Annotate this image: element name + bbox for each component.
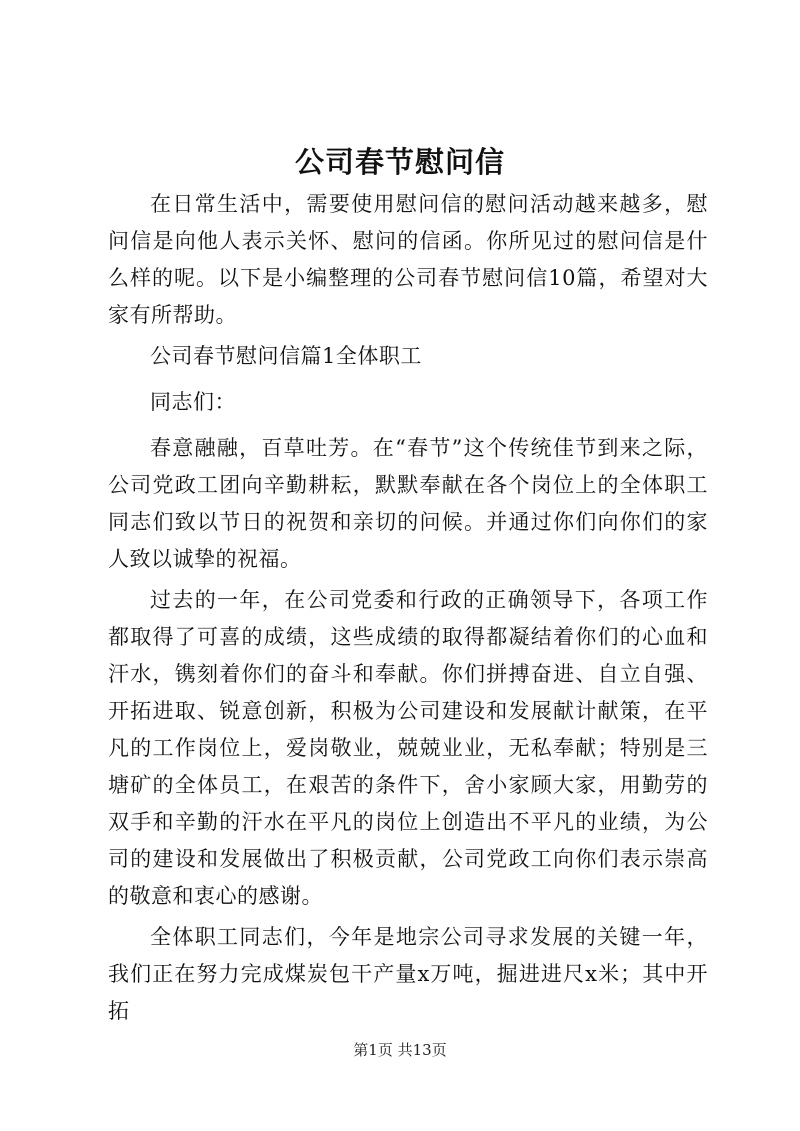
salutation: 同志们： [150,390,236,414]
document-title: 公司春节慰问信 [294,145,505,179]
page-footer: 第1页 共13页 [353,1041,447,1059]
body-paragraph-review: 过去的一年，在公司党委和行政的正确领导下，各项工作都取得了可喜的成绩，这些成绩的取得都凝结着你们的心血和汗水，镌刻着你们的奋斗和奉献。你们拼搏奋进、自立自强、开拓进取、锐意创新，积极为公司建设和发展献计献策，在平凡的工作岗位上，爱岗敬业，兢兢业业，无私奉献；特别是三塘矿的全体员工，在艰苦的条件下，舍小家顾大家，用勤劳的双手和辛勤的汗水在平凡的岗位上创造出不平凡的业绩，为公司的建设和发展做出了积极贡献，公司党政工向你们表示崇高的敬意和衷心的感谢。 [108,588,708,908]
body-paragraph-greeting: 春意融融，百草吐芳。在“春节”这个传统佳节到来之际，公司党政工团向辛勤耕耘，默默奉献在各个岗位上的全体职工同志们致以节日的祝贺和亲切的问候。并通过你们向你们的家人致以诚挚的祝福。 [108,436,708,571]
body-paragraph-goals: 全体职工同志们，今年是地宗公司寻求发展的关键一年，我们正在努力完成煤炭包干产量x万吨，掘进进尺x米；其中开拓 [108,925,708,1023]
intro-paragraph: 在日常生活中，需要使用慰问信的慰问活动越来越多，慰问信是向他人表示关怀、慰问的信函。你所见过的慰问信是什么样的呢。以下是小编整理的公司春节慰问信10篇，希望对大家有所帮助。 [108,192,708,327]
letter-heading: 公司春节慰问信篇1全体职工 [150,344,422,368]
document-body [108,186,708,1034]
